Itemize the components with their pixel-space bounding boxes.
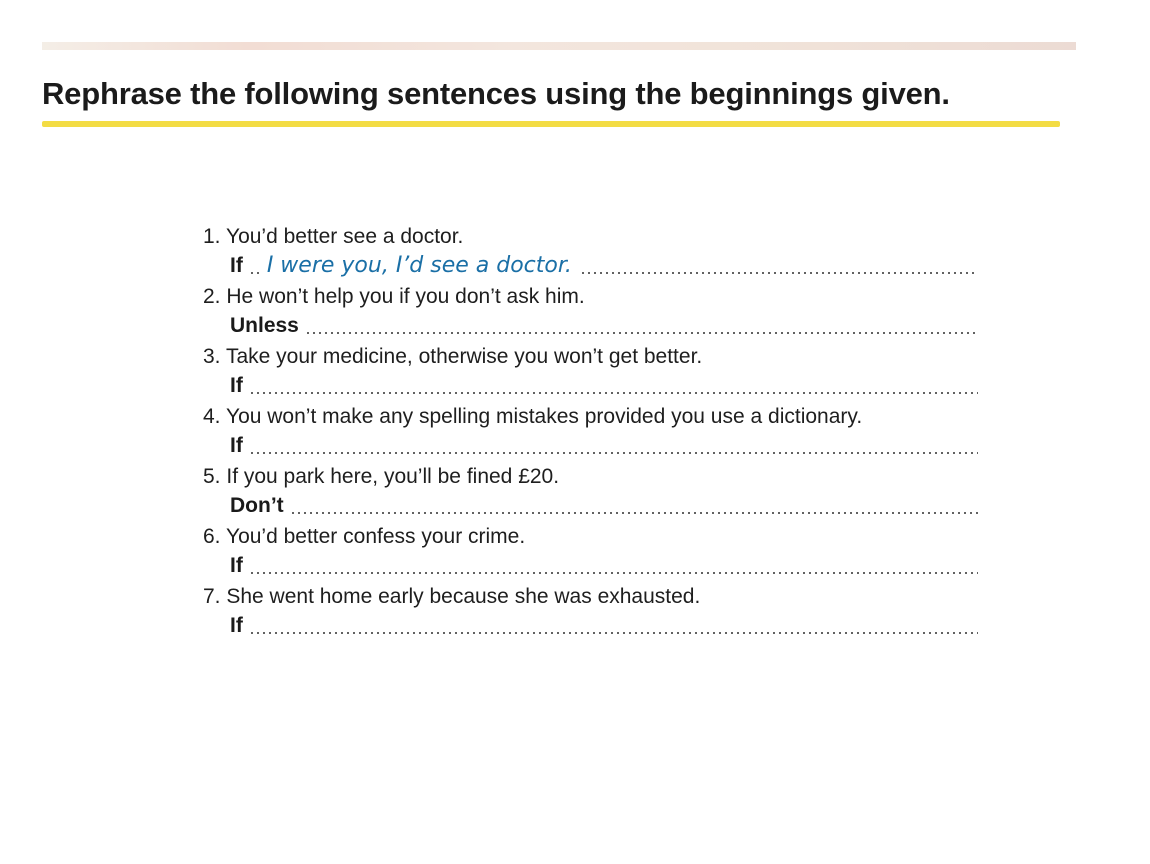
exercise-sentence	[203, 344, 702, 370]
exercise-item-2	[203, 280, 978, 340]
sentence-text: You’d better see a doctor.	[225, 225, 464, 248]
dotted-answer-line[interactable]	[249, 392, 978, 394]
sentence-text: Take your medicine, otherwise you won’t get better.	[225, 345, 703, 368]
dotted-answer-line[interactable]	[249, 572, 978, 574]
exercise-sentence	[203, 584, 700, 610]
dotted-answer-line[interactable]	[305, 332, 978, 334]
answer-line[interactable]	[230, 551, 978, 579]
dotted-answer-line[interactable]	[249, 632, 978, 634]
exercise-sentence	[203, 524, 525, 550]
item-number: 7.	[203, 585, 221, 608]
top-decorative-band	[42, 42, 1076, 50]
dotted-leader	[249, 272, 263, 274]
item-number: 6.	[203, 525, 221, 548]
dotted-answer-line[interactable]	[249, 452, 978, 454]
exercise-sentence	[203, 404, 862, 430]
exercise-item-7	[203, 580, 978, 640]
sentence-text: You won’t make any spelling mistakes provided you use a dictionary.	[225, 405, 863, 428]
page-title: Rephrase the following sentences using the beginnings given.	[42, 76, 950, 111]
sentence-starter: Don’t	[230, 494, 284, 517]
sentence-starter: If	[230, 254, 243, 277]
item-number: 5.	[203, 465, 221, 488]
title-highlight-underline	[42, 121, 1060, 127]
dotted-answer-line[interactable]	[290, 512, 978, 514]
exercise-item-4	[203, 400, 978, 460]
exercise-sentence	[203, 464, 559, 490]
example-answer: I were you, I’d see a doctor.	[266, 253, 572, 278]
item-number: 1.	[203, 225, 221, 248]
sentence-text: He won’t help you if you don’t ask him.	[226, 285, 585, 308]
answer-line[interactable]	[230, 251, 978, 279]
sentence-text: If you park here, you’ll be fined £20.	[226, 465, 560, 488]
exercise-item-6	[203, 520, 978, 580]
sentence-text: You’d better confess your crime.	[225, 525, 526, 548]
item-number: 3.	[203, 345, 221, 368]
exercise-sentence	[203, 284, 585, 310]
exercise-item-5	[203, 460, 978, 520]
dotted-answer-line[interactable]	[580, 272, 978, 274]
sentence-starter: If	[230, 434, 243, 457]
answer-line[interactable]	[230, 491, 978, 519]
item-number: 2.	[203, 285, 221, 308]
exercise-sentence	[203, 224, 463, 250]
answer-line[interactable]	[230, 371, 978, 399]
sentence-text: She went home early because she was exhausted.	[226, 585, 701, 608]
sentence-starter: Unless	[230, 314, 299, 337]
answer-line[interactable]	[230, 611, 978, 639]
sentence-starter: If	[230, 554, 243, 577]
exercise-list	[203, 220, 978, 640]
answer-line[interactable]	[230, 311, 978, 339]
item-number: 4.	[203, 405, 221, 428]
sentence-starter: If	[230, 374, 243, 397]
sentence-starter: If	[230, 614, 243, 637]
answer-line[interactable]	[230, 431, 978, 459]
exercise-item-1	[203, 220, 978, 280]
exercise-item-3	[203, 340, 978, 400]
